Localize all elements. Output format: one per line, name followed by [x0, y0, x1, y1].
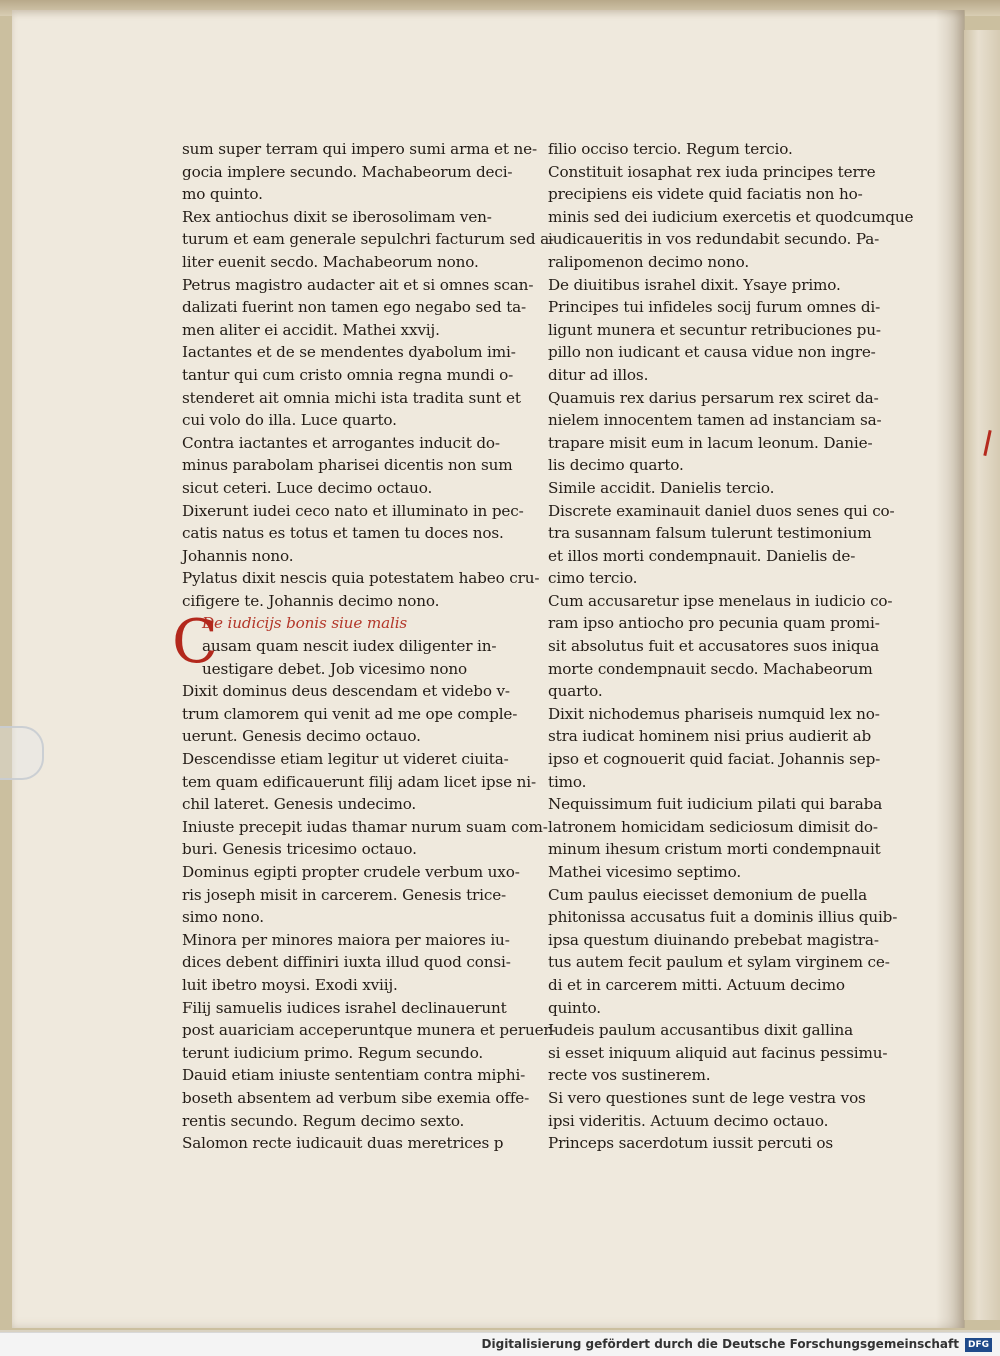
text-line: Si vero questiones sunt de lege vestra vos — [548, 1088, 866, 1107]
text-line: lis decimo quarto. — [548, 456, 684, 475]
text-line: ram ipso antiocho pro pecunia quam promi- — [548, 614, 880, 633]
text-line: Princeps sacerdotum iussit percuti os — [548, 1134, 833, 1153]
left-text-column — [172, 138, 556, 1155]
text-line: post auariciam acceperuntque munera et peruer- — [182, 1021, 556, 1040]
next-page-edge — [964, 30, 1000, 1320]
text-line: Contra iactantes et arrogantes inducit do- — [182, 433, 500, 452]
text-line: dalizati fuerint non tamen ego negabo sed ta- — [182, 298, 527, 317]
text-line: Discrete examinauit daniel duos senes qui co- — [548, 501, 895, 520]
text-line: sit absolutus fuit et accusatores suos iniqua — [548, 637, 880, 656]
text-line: Cum accusaretur ipse menelaus in iudicio co- — [548, 591, 893, 610]
text-line: cifigere te. Johannis decimo nono. — [182, 591, 440, 610]
text-line: Simile accidit. Danielis tercio. — [548, 478, 775, 497]
text-line: cimo tercio. — [548, 569, 638, 588]
text-line: Nequissimum fuit iudicium pilati qui baraba — [548, 795, 883, 814]
text-line: ralipomenon decimo nono. — [548, 252, 750, 271]
text-line: simo nono. — [182, 908, 264, 927]
text-line: catis natus es totus et tamen tu doces nos. — [182, 524, 504, 543]
text-line: Filij samuelis iudices israhel declinauerunt — [182, 998, 507, 1017]
text-line: stra iudicat hominem nisi prius audierit ab — [548, 727, 872, 746]
text-line: luit ibetro moysi. Exodi xviij. — [182, 975, 398, 994]
text-line: De diuitibus israhel dixit. Ysaye primo. — [548, 275, 841, 294]
rubric-mark — [983, 430, 991, 456]
text-line: Dixit nichodemus phariseis numquid lex no- — [548, 704, 880, 723]
section-heading-block — [172, 607, 497, 680]
text-line: ditur ad illos. — [548, 365, 649, 384]
text-line: Dauid etiam iniuste sententiam contra miphi- — [182, 1066, 526, 1085]
text-line: mo quinto. — [182, 185, 263, 204]
text-line: Quamuis rex darius persarum rex sciret da- — [548, 388, 879, 407]
text-line: latronem homicidam sediciosum dimisit do- — [548, 817, 878, 836]
text-line: dices debent diffiniri iuxta illud quod consi- — [182, 953, 511, 972]
section-heading: De iudicijs bonis siue malis — [202, 614, 408, 633]
text-line: iudicaueritis in vos redundabit secundo. Pa- — [548, 230, 880, 249]
text-line: uestigare debet. Job vicesimo nono — [202, 659, 468, 678]
text-line: boseth absentem ad verbum sibe exemia offe- — [182, 1088, 530, 1107]
text-line: quinto. — [548, 998, 601, 1017]
page-clip — [0, 726, 44, 780]
heading-lines — [182, 635, 497, 680]
text-line: ausam quam nescit iudex diligenter in- — [202, 637, 497, 656]
text-line: ipso et cognouerit quid faciat. Johannis sep- — [548, 750, 881, 769]
text-line: ipsi videritis. Actuum decimo octauo. — [548, 1111, 829, 1130]
text-line: Iniuste precepit iudas thamar nurum suam com- — [182, 817, 548, 836]
left-lines-after — [182, 680, 556, 1154]
text-line: precipiens eis videte quid faciatis non ho- — [548, 185, 863, 204]
text-line: Iactantes et de se mendentes dyabolum imi- — [182, 343, 516, 362]
text-line: buri. Genesis tricesimo octauo. — [182, 840, 417, 859]
left-lines-before — [182, 138, 554, 612]
dfg-logo: DFG — [965, 1338, 992, 1352]
text-line: cui volo do illa. Luce quarto. — [182, 411, 397, 430]
text-line: di et in carcerem mitti. Actuum decimo — [548, 975, 845, 994]
text-line: ris joseph misit in carcerem. Genesis trice- — [182, 885, 507, 904]
text-line: tus autem fecit paulum et sylam virginem ce- — [548, 953, 890, 972]
text-line: rentis secundo. Regum decimo sexto. — [182, 1111, 465, 1130]
text-line: terunt iudicium primo. Regum secundo. — [182, 1043, 484, 1062]
text-line: gocia implere secundo. Machabeorum deci- — [182, 162, 513, 181]
text-line: quarto. — [548, 682, 603, 701]
text-line: men aliter ei accidit. Mathei xxvij. — [182, 320, 440, 339]
right-lines — [548, 138, 914, 1155]
text-line: Petrus magistro audacter ait et si omnes scan- — [182, 275, 534, 294]
text-line: tantur qui cum cristo omnia regna mundi o- — [182, 365, 514, 384]
text-line: filio occiso tercio. Regum tercio. — [548, 140, 793, 158]
text-line: Minora per minores maiora per maiores iu- — [182, 930, 510, 949]
text-line: et illos morti condempnauit. Danielis de- — [548, 546, 856, 565]
text-line: trum clamorem qui venit ad me ope comple- — [182, 704, 518, 723]
text-line: si esset iniquum aliquid aut facinus pessimu- — [548, 1043, 888, 1062]
text-line: sum super terram qui impero sumi arma et ne- — [182, 140, 537, 158]
text-line: stenderet ait omnia michi ista tradita sunt et — [182, 388, 521, 407]
footer-text: Digitalisierung gefördert durch die Deutsche Forschungsgemeinschaft — [481, 1337, 959, 1351]
text-line: ligunt munera et secuntur retribuciones pu- — [548, 320, 881, 339]
text-line: morte condempnauit secdo. Machabeorum — [548, 659, 873, 678]
text-line: tem quam edificauerunt filij adam licet ipse ni- — [182, 772, 536, 791]
text-line: phitonissa accusatus fuit a dominis illius quib- — [548, 908, 898, 927]
text-line: minus parabolam pharisei dicentis non sum — [182, 456, 513, 475]
text-line: minis sed dei iudicium exercetis et quodcumque — [548, 207, 914, 226]
text-line: uerunt. Genesis decimo octauo. — [182, 727, 421, 746]
text-line: nielem innocentem tamen ad instanciam sa- — [548, 411, 882, 430]
text-line: Pylatus dixit nescis quia potestatem habeo cru- — [182, 569, 540, 588]
text-line: Johannis nono. — [182, 546, 294, 565]
text-line: trapare misit eum in lacum leonum. Danie- — [548, 433, 873, 452]
text-line: pillo non iudicant et causa vidue non ingre- — [548, 343, 876, 362]
footer-bar — [0, 1332, 1000, 1356]
text-line: Dixerunt iudei ceco nato et illuminato in pec- — [182, 501, 524, 520]
text-line: recte vos sustinerem. — [548, 1066, 711, 1085]
text-line: Constituit iosaphat rex iuda principes terre — [548, 162, 876, 181]
text-line: Salomon recte iudicauit duas meretrices p — [182, 1134, 504, 1153]
text-line: Principes tui infideles socij furum omnes di- — [548, 298, 881, 317]
text-line: Cum paulus eiecisset demonium de puella — [548, 885, 868, 904]
text-line: Rex antiochus dixit se iberosolimam ven- — [182, 207, 492, 226]
text-line: Iudeis paulum accusantibus dixit gallina — [548, 1021, 854, 1040]
text-line: turum et eam generale sepulchri facturum sed a- — [182, 230, 554, 249]
page-gutter — [936, 10, 964, 1328]
text-line: Dominus egipti propter crudele verbum uxo- — [182, 863, 520, 881]
text-line: Descendisse etiam legitur ut videret ciuita- — [182, 750, 509, 769]
text-line: chil lateret. Genesis undecimo. — [182, 795, 417, 814]
text-line: minum ihesum cristum morti condempnauit — [548, 840, 881, 859]
text-line: Mathei vicesimo septimo. — [548, 863, 742, 881]
text-line: sicut ceteri. Luce decimo octauo. — [182, 478, 433, 497]
text-line: tra susannam falsum tulerunt testimonium — [548, 524, 872, 543]
initial-letter: C — [172, 607, 218, 678]
right-text-column — [548, 138, 914, 1155]
text-line: timo. — [548, 772, 587, 791]
text-line: ipsa questum diuinando prebebat magistra- — [548, 930, 879, 949]
text-line: Dixit dominus deus descendam et videbo v- — [182, 682, 510, 701]
text-line: liter euenit secdo. Machabeorum nono. — [182, 252, 479, 271]
